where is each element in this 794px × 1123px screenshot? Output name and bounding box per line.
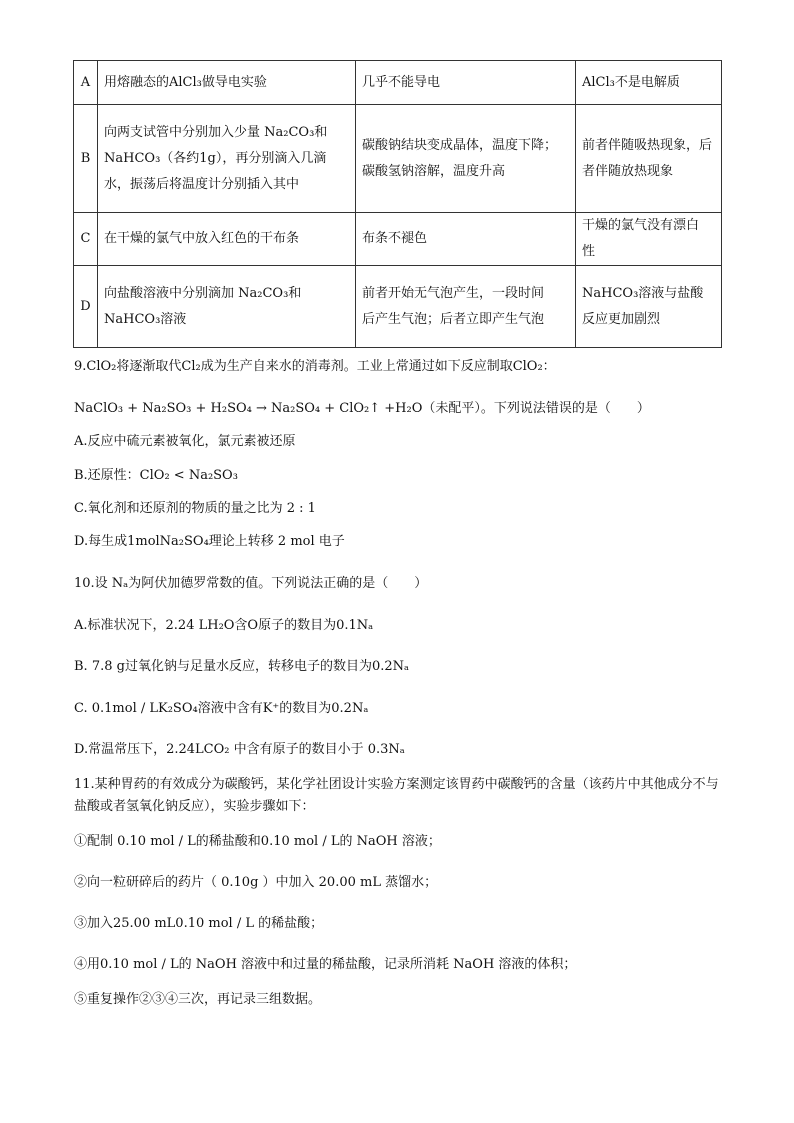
operation-cell: 在干燥的氯气中放入红色的干布条 <box>98 213 356 266</box>
q10-option-a: A.标准状况下，2.24 LH₂O含O原子的数目为0.1Nₐ <box>74 618 374 633</box>
q11-step: ②向一粒研碎后的药片（ 0.10g ）中加入 20.00 mL 蒸馏水； <box>74 875 438 890</box>
phenomenon-cell: 碳酸钠结块变成晶体，温度下降； 碳酸氢钠溶解，温度升高 <box>356 105 576 213</box>
table-row <box>74 266 722 348</box>
operation-cell: 向盐酸溶液中分别滴加 Na₂CO₃和 NaHCO₃溶液 <box>98 266 356 348</box>
q11-step: ③加入25.00 mL0.10 mol / L 的稀盐酸； <box>74 916 324 931</box>
operation-cell: 用熔融态的AlCl₃做导电实验 <box>98 61 356 105</box>
q10-option-d: D.常温常压下，2.24LCO₂ 中含有原子的数目小于 0.3Nₐ <box>74 742 405 757</box>
phenomenon-cell: 前者开始无气泡产生，一段时间 后产生气泡；后者立即产生气泡 <box>356 266 576 348</box>
q11-step: ①配制 0.10 mol / L的稀盐酸和0.10 mol / L的 NaOH 溶液； <box>74 834 441 849</box>
row-label: D <box>74 266 98 348</box>
table-row <box>74 61 722 105</box>
q11-stem: 11.某种胃药的有效成分为碳酸钙，某化学社团设计实验方案测定该胃药中碳酸钙的含量（该药片中其他成分不与盐酸或者氢氧化钠反应），实验步骤如下： <box>74 777 719 814</box>
table-row <box>74 213 722 266</box>
conclusion-cell: NaHCO₃溶液与盐酸 反应更加剧烈 <box>576 266 722 348</box>
phenomenon-cell: 布条不褪色 <box>356 213 576 266</box>
q10-option-c: C. 0.1mol / LK₂SO₄溶液中含有K⁺的数目为0.2Nₐ <box>74 701 369 716</box>
q9-option-d: D.每生成1molNa₂SO₄理论上转移 2 mol 电子 <box>74 534 345 549</box>
experiment-table <box>73 60 722 348</box>
q9-option-b: B.还原性：ClO₂ < Na₂SO₃ <box>74 468 238 483</box>
q11-step: ④用0.10 mol / L的 NaOH 溶液中和过量的稀盐酸，记录所消耗 NaOH 溶液的体积； <box>74 957 577 972</box>
table-row <box>74 105 722 213</box>
q9-equation: NaClO₃ + Na₂SO₃ + H₂SO₄ → Na₂SO₄ + ClO₂↑ +H₂O（未配平）。下列说法错误的是（ ） <box>74 401 650 416</box>
operation-cell: 向两支试管中分别加入少量 Na₂CO₃和 NaHCO₃（各约1g），再分别滴入几滴 水，振荡后将温度计分别插入其中 <box>98 105 356 213</box>
conclusion-cell: AlCl₃不是电解质 <box>576 61 722 105</box>
conclusion-cell: 前者伴随吸热现象，后 者伴随放热现象 <box>576 105 722 213</box>
q9-option-c: C.氧化剂和还原剂的物质的量之比为 2 : 1 <box>74 501 316 516</box>
q9-option-a: A.反应中硫元素被氧化，氯元素被还原 <box>74 434 296 449</box>
q10-option-b: B. 7.8 g过氧化钠与足量水反应，转移电子的数目为0.2Nₐ <box>74 659 410 674</box>
row-label: C <box>74 213 98 266</box>
row-label: A <box>74 61 98 105</box>
q11-step: ⑤重复操作②③④三次，再记录三组数据。 <box>74 992 322 1007</box>
row-label: B <box>74 105 98 213</box>
q10-stem: 10.设 Nₐ为阿伏加德罗常数的值。下列说法正确的是（ ） <box>74 576 428 591</box>
conclusion-cell: 干燥的氯气没有漂白 性 <box>576 213 722 266</box>
phenomenon-cell: 几乎不能导电 <box>356 61 576 105</box>
q9-stem: 9.ClO₂将逐渐取代Cl₂成为生产自来水的消毒剂。工业上常通过如下反应制取ClO₂： <box>74 359 556 374</box>
